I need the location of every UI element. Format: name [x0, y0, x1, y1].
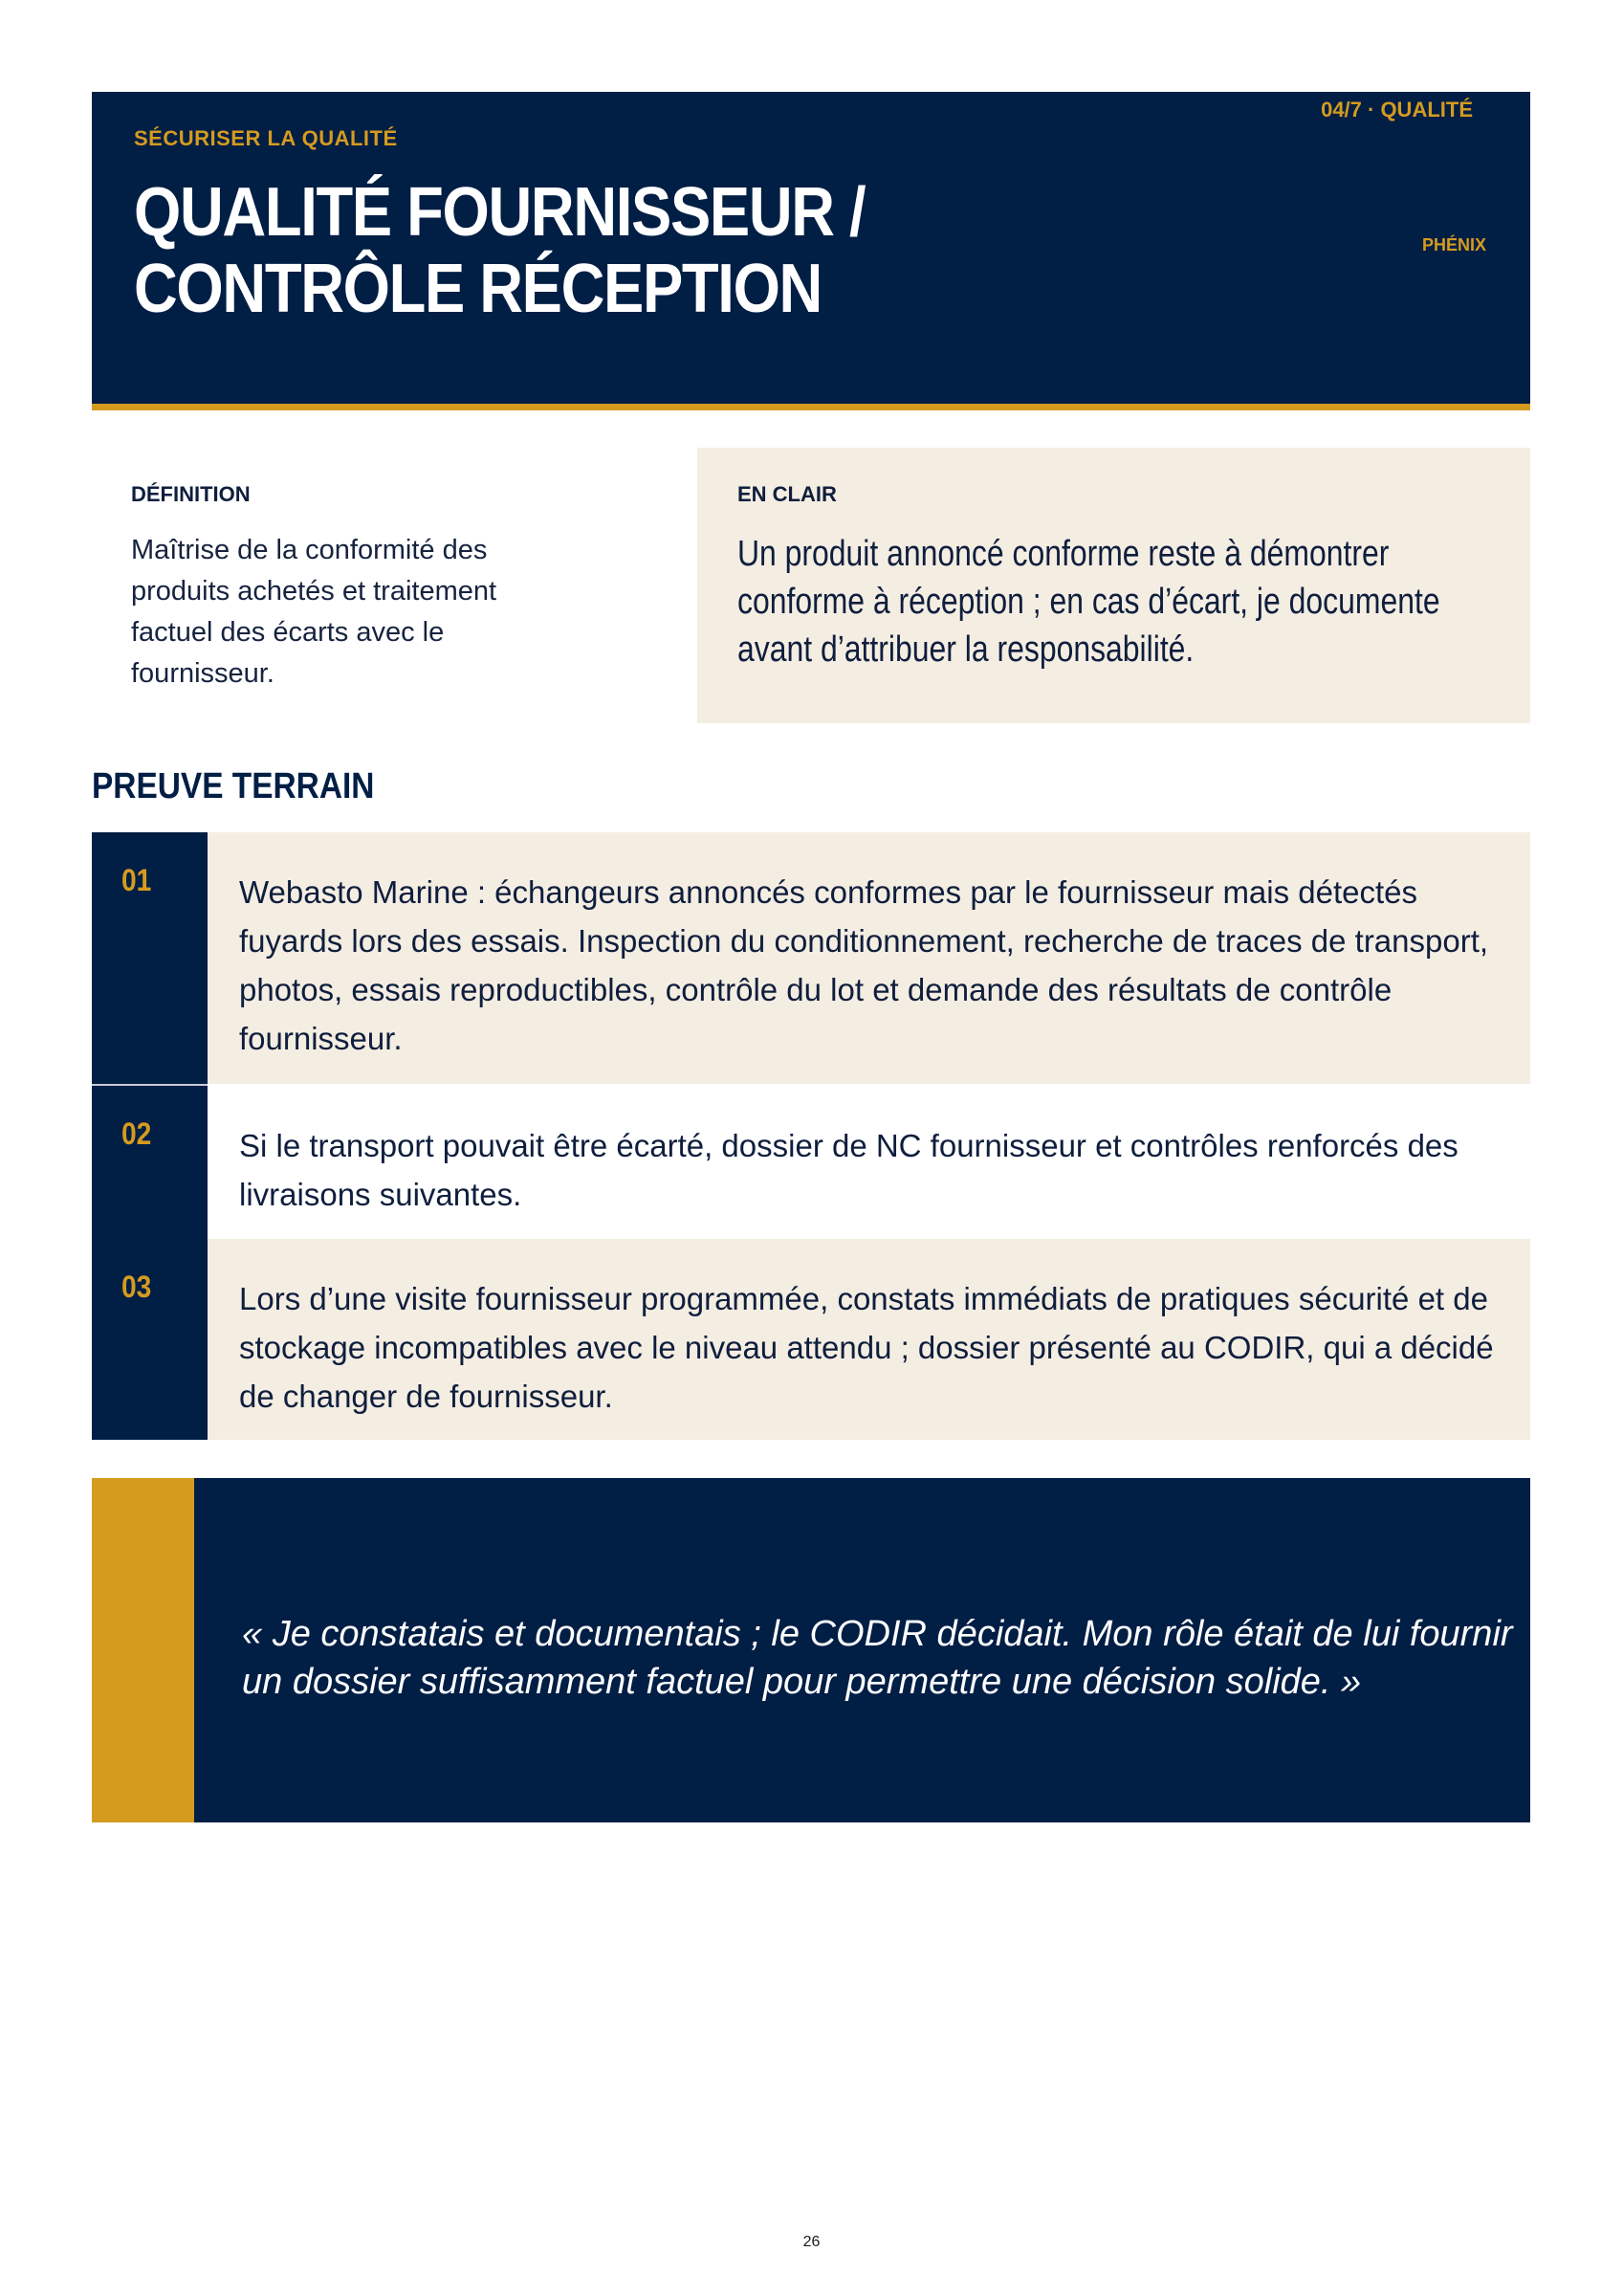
- page-title-line-2: CONTRÔLE RÉCEPTION: [134, 251, 822, 327]
- page-number: 26: [802, 2234, 821, 2250]
- proof-item-content: [208, 1086, 1530, 1239]
- proof-number-column: [92, 1086, 208, 1239]
- en-clair-text: Un produit annoncé conforme reste à démontrer conforme à réception ; en cas d’écart, je documente avant d’attribuer la responsabilité.: [737, 534, 1440, 670]
- en-clair-label: EN CLAIR: [737, 482, 837, 506]
- page-title-line-1: QUALITÉ FOURNISSEUR /: [134, 174, 866, 251]
- proof-number-column: [92, 832, 208, 1084]
- proof-item: [92, 1239, 1530, 1440]
- page-title: [134, 174, 891, 327]
- definition-box: [92, 448, 687, 723]
- proof-item-text: Webasto Marine : échangeurs annoncés conformes par le fournisseur mais détectés fuyards lors des essais. Inspection du conditionnement, recherche de traces de transport, photos, essais reproductibles, contrôle du lot et demande des résultats de contrôle fournisseur.: [239, 874, 1489, 1056]
- section-kicker: SÉCURISER LA QUALITÉ: [134, 126, 398, 150]
- header-divider: [92, 404, 1530, 410]
- definition-label: DÉFINITION: [131, 482, 251, 506]
- proof-item-number: 03: [121, 1269, 152, 1304]
- quote-accent-bar: [92, 1478, 194, 1822]
- proof-item-content: [208, 1239, 1530, 1440]
- proof-item-content: [208, 832, 1530, 1084]
- proof-number-column: [92, 1239, 208, 1440]
- header-banner: [92, 92, 1530, 404]
- definition-text: Maîtrise de la conformité des produits achetés et traitement factuel des écarts avec le fournisseur.: [131, 535, 497, 689]
- proof-item: [92, 1086, 1530, 1239]
- proof-item-number: 01: [121, 863, 152, 897]
- proof-item-number: 02: [121, 1116, 152, 1151]
- proof-item-text: Lors d’une visite fournisseur programmée, constats immédiats de pratiques sécurité et de stockage incompatibles avec le niveau attendu ; dossier présenté au CODIR, qui a décidé de changer de fournisseur.: [239, 1281, 1494, 1414]
- proof-item-text: Si le transport pouvait être écarté, dossier de NC fournisseur et contrôles renforcés des livraisons suivantes.: [239, 1128, 1459, 1212]
- page-tag: 04/7 · QUALITÉ: [1321, 98, 1473, 121]
- brand-label: PHÉNIX: [1421, 235, 1486, 254]
- en-clair-box: [697, 448, 1530, 723]
- quote-block: [92, 1478, 1530, 1822]
- proof-section-title: PREUVE TERRAIN: [92, 766, 375, 806]
- proof-item: [92, 832, 1530, 1084]
- quote-text: « Je constatais et documentais ; le CODIR décidait. Mon rôle était de lui fournir un dossier suffisamment factuel pour permettre une décision solide. »: [242, 1614, 1513, 1702]
